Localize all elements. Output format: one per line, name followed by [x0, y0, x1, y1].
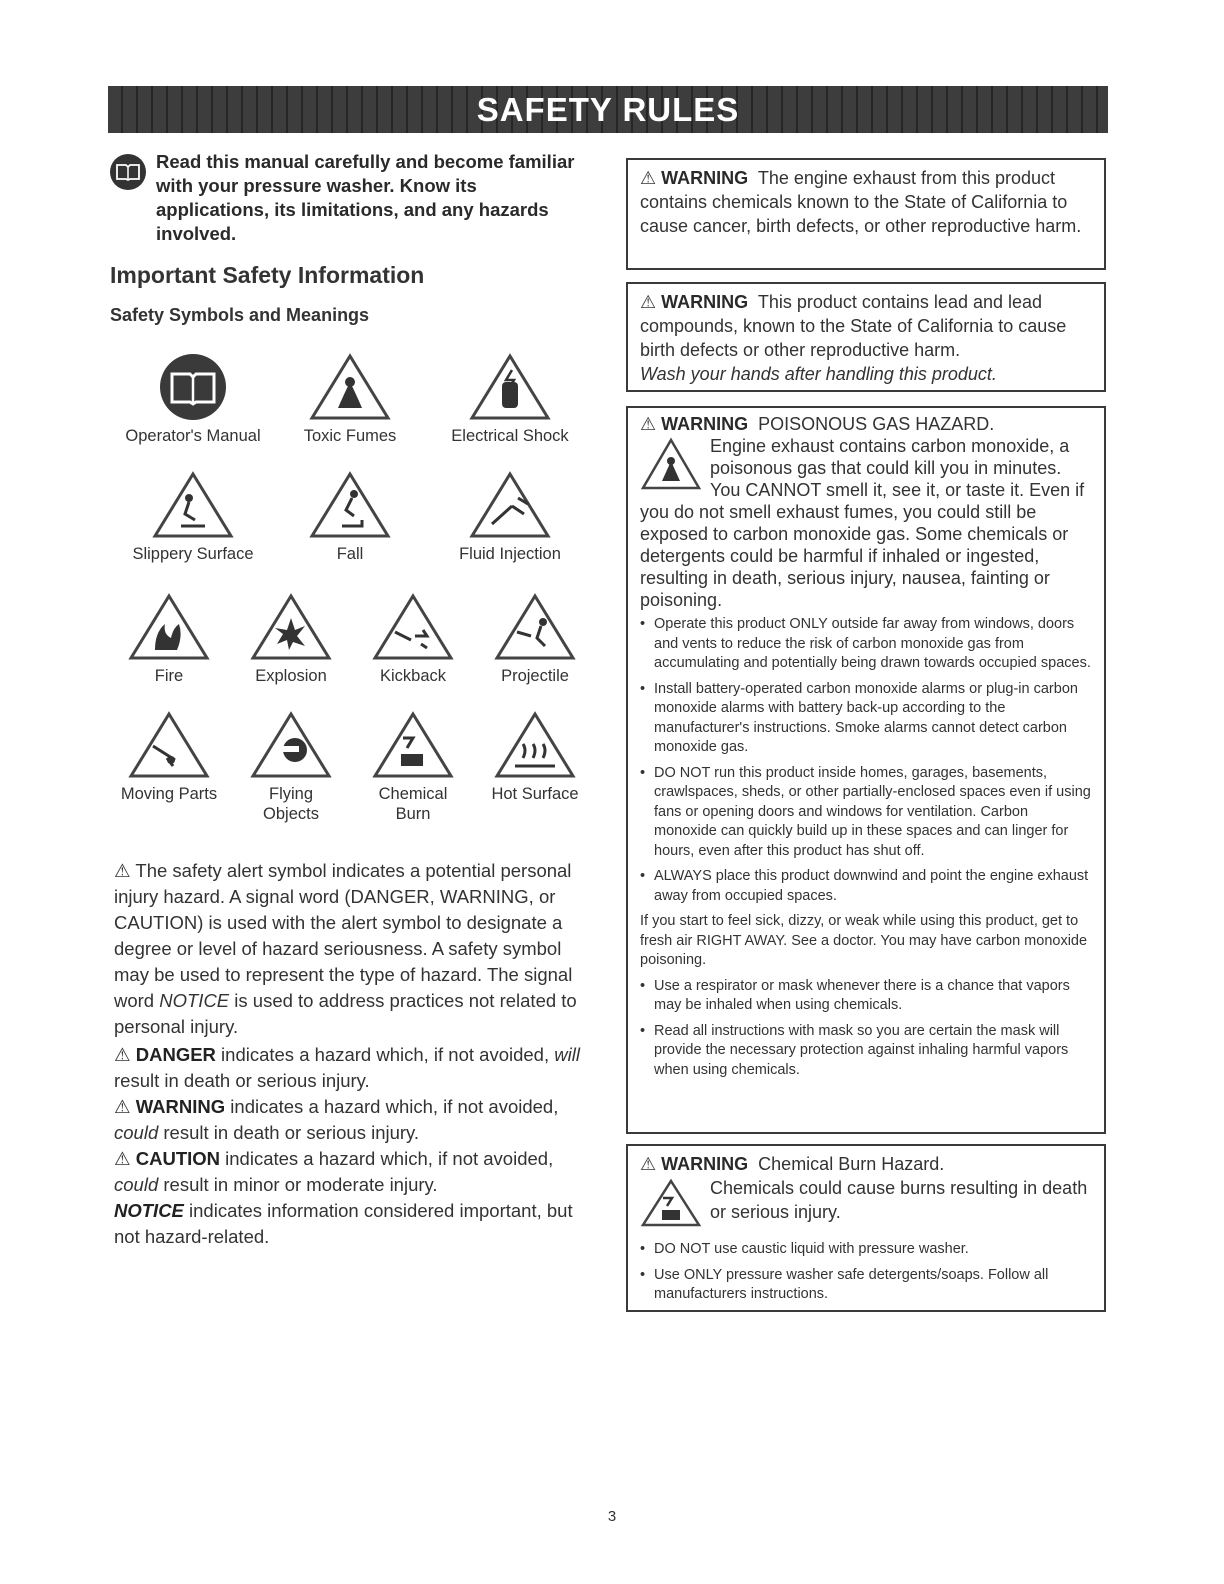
warning-italic-text: Wash your hands after handling this product. — [640, 364, 997, 384]
alert-symbol-icon: ⚠ — [114, 1148, 131, 1169]
alert-paragraph — [114, 858, 594, 1040]
symbol-label: Hot Surface — [491, 785, 579, 803]
symbol-fluid-injection — [440, 470, 580, 564]
warning-title: POISONOUS GAS HAZARD. — [758, 414, 995, 434]
alert-symbol-icon: ⚠ — [640, 414, 657, 434]
alert-symbol-icon: ⚠ — [114, 1096, 131, 1117]
symbol-label-line1: Chemical — [378, 785, 448, 803]
co-bullet-list — [640, 615, 1092, 906]
page-number: 3 — [607, 1508, 617, 1525]
alert-symbol-icon: ⚠ — [640, 1154, 657, 1174]
definition-text: result in minor or moderate injury. — [158, 1174, 438, 1195]
left-column — [110, 150, 590, 326]
list-item: • ALWAYS place this product downwind and point the engine exhaust away from occupied spaces. — [640, 867, 1092, 906]
notice-signal-word: NOTICE — [114, 1200, 184, 1221]
list-item: • DO NOT run this product inside homes, garages, basements, crawlspaces, sheds, or other partially-enclosed spaces even if using fans or opening doors and windows for ventilation. Carbon monoxide can quickly build up in these spaces and can linger for hours, even after this product has shut off. — [640, 764, 1092, 862]
notice-word: NOTICE — [159, 990, 230, 1011]
signal-word: WARNING — [661, 168, 749, 188]
symbol-label-line2: Burn — [395, 805, 431, 823]
definition-text: indicates a hazard which, if not avoided, — [220, 1148, 554, 1169]
symbol-label: Electrical Shock — [451, 427, 569, 445]
signal-word: WARNING — [661, 1154, 749, 1174]
signal-word: WARNING — [661, 414, 749, 434]
symbol-label: Fire — [154, 667, 184, 685]
list-item: • Use a respirator or mask whenever there is a chance that vapors may be inhaled when using chemicals. — [640, 977, 1092, 1016]
warning-box-cancer — [626, 158, 1106, 270]
symbol-operators-manual — [118, 352, 268, 446]
fluid-injection-icon — [468, 470, 552, 540]
symbol-label: Kickback — [379, 667, 447, 685]
chemical-burn-icon — [371, 710, 455, 780]
chemical-bullet-list — [640, 1240, 1092, 1305]
toxic-fumes-icon — [640, 437, 702, 491]
sub-title: Safety Symbols and Meanings — [110, 305, 370, 325]
list-item: • Install battery-operated carbon monoxide alarms or plug-in carbon monoxide alarms with battery back-up according to the manufacturer's instructions. Smoke alarms cannot detect carbon monoxide gas. — [640, 680, 1092, 758]
symbol-hot-surface — [476, 710, 594, 804]
warning-text: This product contains lead and lead compounds, known to the State of California to cause birth defects or other reproductive harm. — [640, 292, 1067, 360]
symbol-chemical-burn — [354, 710, 472, 824]
definition-emphasis: could — [114, 1174, 159, 1195]
electrical-shock-icon — [468, 352, 552, 422]
symbol-label: Toxic Fumes — [303, 427, 397, 445]
symbol-slippery-surface — [118, 470, 268, 564]
warning-title: Chemical Burn Hazard. — [758, 1154, 945, 1174]
definition-text: result in death or serious injury. — [158, 1122, 420, 1143]
definition-emphasis: will — [554, 1044, 580, 1065]
symbol-toxic-fumes — [280, 352, 420, 446]
signal-word: CAUTION — [135, 1148, 221, 1169]
symbol-fall — [280, 470, 420, 564]
warning-box-chemical-burn — [626, 1144, 1106, 1312]
list-item: • DO NOT use caustic liquid with pressure washer. — [640, 1240, 1092, 1260]
list-item: • Use ONLY pressure washer safe detergents/soaps. Follow all manufacturers instructions. — [640, 1266, 1092, 1305]
banner-title: SAFETY RULES — [476, 90, 740, 128]
warning-box-lead — [626, 282, 1106, 392]
notice-definition — [114, 1198, 594, 1250]
symbol-label: Fluid Injection — [459, 545, 561, 563]
symbol-fire — [110, 592, 228, 686]
notice-text: indicates information considered important, but not hazard-related. — [114, 1200, 573, 1247]
section-title: Important Safety Information — [110, 262, 425, 288]
signal-word: WARNING — [135, 1096, 226, 1117]
alert-text-part2: is used to address practices not related to personal injury. — [114, 990, 577, 1037]
symbol-label: Projectile — [501, 667, 569, 685]
hot-surface-icon — [493, 710, 577, 780]
symbol-projectile — [476, 592, 594, 686]
danger-definition — [114, 1042, 594, 1094]
symbol-label: Explosion — [255, 667, 327, 685]
moving-parts-icon — [127, 710, 211, 780]
symbol-label: Fall — [336, 545, 364, 563]
projectile-icon — [493, 592, 577, 662]
symbol-label: Slippery Surface — [132, 545, 254, 563]
definition-text: indicates a hazard which, if not avoided, — [225, 1096, 559, 1117]
definition-emphasis: could — [114, 1122, 159, 1143]
intro-block — [110, 150, 590, 246]
warning-text: The engine exhaust from this product contains chemicals known to the State of California to cause cancer, birth defects, or other reproductive harm. — [640, 168, 1082, 236]
symbol-kickback — [354, 592, 472, 686]
fall-icon — [308, 470, 392, 540]
warning-text: Chemicals could cause burns resulting in death or serious injury. — [710, 1178, 1088, 1222]
toxic-fumes-icon — [308, 352, 392, 422]
signal-word: DANGER — [135, 1044, 216, 1065]
alert-text-part1: The safety alert symbol indicates a potential personal injury hazard. A signal word (DANGER, WARNING, or CAUTION) is used with the alert symbol to designate a degree or level of hazard seriousness. A safety symbol may be used to represent the type of hazard. The signal word — [114, 860, 573, 1011]
chemical-burn-icon — [640, 1178, 702, 1228]
alert-symbol-icon: ⚠ — [114, 1044, 131, 1065]
warning-definition — [114, 1094, 594, 1146]
alert-symbol-icon: ⚠ — [114, 860, 131, 881]
fire-icon — [127, 592, 211, 662]
signal-word: WARNING — [661, 292, 749, 312]
intro-text: Read this manual carefully and become familiar with your pressure washer. Know its applications, its limitations, and any hazards involved. — [156, 151, 575, 244]
slippery-surface-icon — [151, 470, 235, 540]
safety-rules-banner — [108, 86, 1108, 133]
symbol-electrical-shock — [440, 352, 580, 446]
symbol-label-line2: Objects — [263, 805, 319, 823]
warning-text: Engine exhaust contains carbon monoxide, a poisonous gas that could kill you in minutes. You CANNOT smell it, see it, or taste it. Even if you do not smell exhaust fumes, you could still be exposed to carbon monoxide gas. Some chemicals or detergents could be harmful if inhaled or ingested, resulting in death, serious injury, nausea, fainting or poisoning. — [640, 436, 1085, 610]
list-item: • Read all instructions with mask so you are certain the mask will provide the necessary protection against inhaling harmful vapors when using chemicals. — [640, 1022, 1092, 1081]
caution-definition — [114, 1146, 594, 1198]
definition-text: result in death or serious injury. — [114, 1070, 370, 1091]
respirator-bullet-list — [640, 977, 1092, 1081]
kickback-icon — [371, 592, 455, 662]
symbol-label-line1: Flying — [268, 785, 313, 803]
warning-box-poisonous-gas — [626, 406, 1106, 1134]
flying-objects-icon — [249, 710, 333, 780]
alert-symbol-icon: ⚠ — [640, 168, 657, 188]
operators-manual-icon — [158, 352, 228, 422]
symbol-moving-parts — [110, 710, 228, 804]
definition-text: indicates a hazard which, if not avoided, — [215, 1044, 555, 1065]
symbol-flying-objects — [232, 710, 350, 824]
co-note: If you start to feel sick, dizzy, or weak while using this product, get to fresh air RIGHT AWAY. See a doctor. You may have carbon monoxide poisoning. — [640, 913, 1088, 968]
list-item: • Operate this product ONLY outside far away from windows, doors and vents to reduce the risk of carbon monoxide gas from accumulating and potentially being drawn towards occupied spaces. — [640, 615, 1092, 674]
symbol-label: Operator's Manual — [125, 427, 261, 445]
symbol-label: Moving Parts — [120, 785, 218, 803]
manual-book-icon — [110, 154, 146, 190]
symbol-explosion — [232, 592, 350, 686]
alert-symbol-icon: ⚠ — [640, 292, 657, 312]
explosion-icon — [249, 592, 333, 662]
